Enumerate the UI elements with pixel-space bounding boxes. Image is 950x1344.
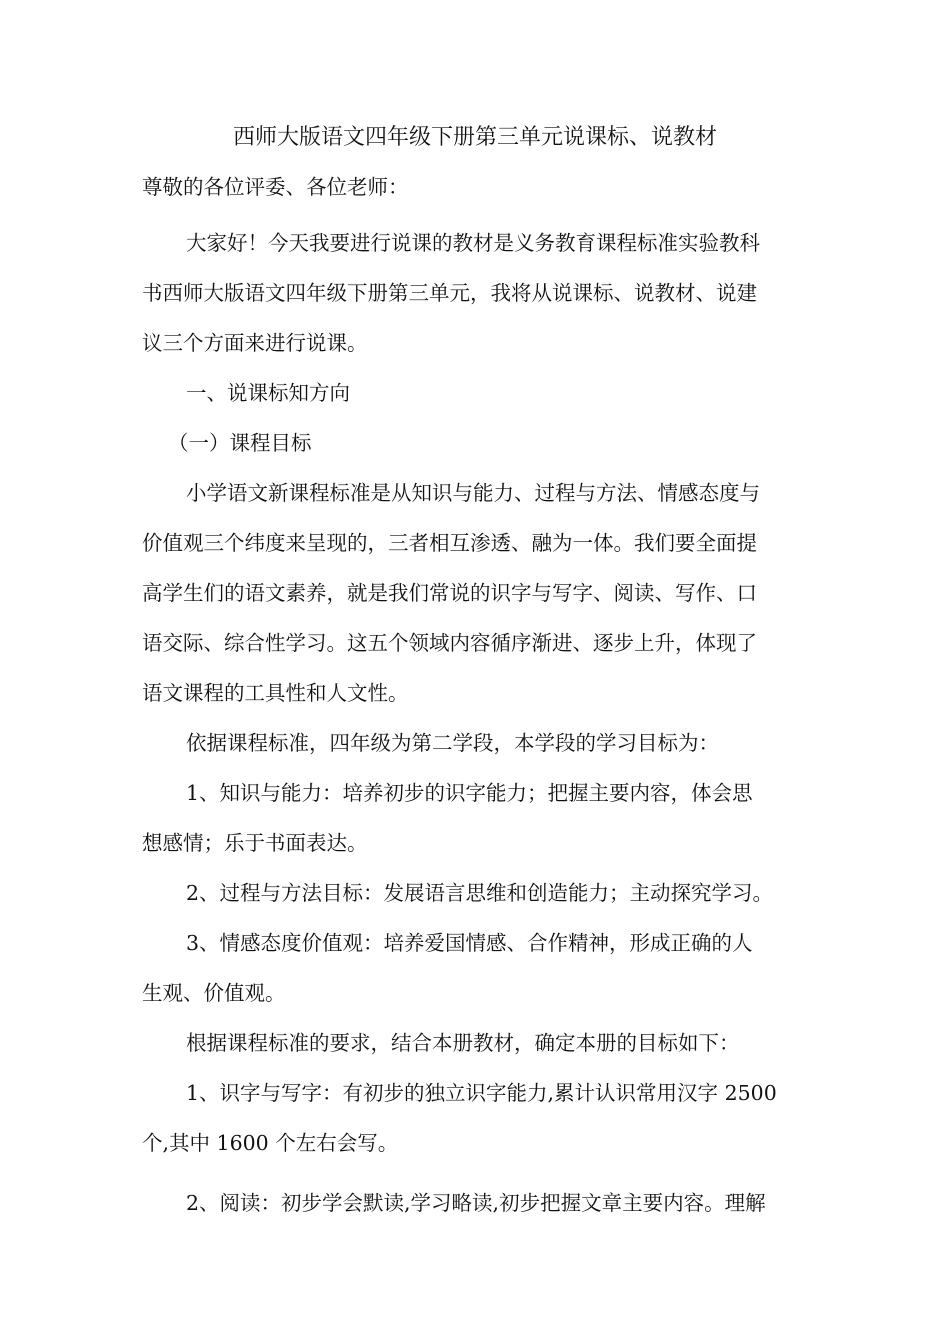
section-heading: 一、说课标知方向: [186, 381, 350, 405]
paragraph-line: 小学语文新课程标准是从知识与能力、过程与方法、情感态度与: [186, 481, 760, 505]
paragraph-line: 语交际、综合性学习。这五个领域内容循序渐进、逐步上升，体现了: [142, 631, 757, 655]
document-title: 西师大版语文四年级下册第三单元说课标、说教材: [232, 125, 717, 150]
paragraph-line: 语文课程的工具性和人文性。: [142, 681, 409, 705]
paragraph-line: 根据课程标准的要求，结合本册教材，确定本册的目标如下：: [186, 1031, 740, 1055]
paragraph-line: 高学生们的语文素养，就是我们常说的识字与写字、阅读、写作、口: [142, 581, 757, 605]
paragraph-line: 书西师大版语文四年级下册第三单元，我将从说课标、说教材、说建: [142, 281, 757, 305]
list-item: 3、情感态度价值观：培养爱国情感、合作精神，形成正确的人: [186, 931, 753, 955]
paragraph-line: 大家好！今天我要进行说课的教材是义务教育课程标准实验教科: [186, 231, 760, 255]
list-item: 2、阅读：初步学会默读,学习略读,初步把握文章主要内容。理解: [186, 1191, 766, 1215]
paragraph-line: 价值观三个纬度来呈现的，三者相互渗透、融为一体。我们要全面提: [142, 531, 757, 555]
list-item-continuation: 个,其中 1600 个左右会写。: [142, 1131, 399, 1155]
salutation: 尊敬的各位评委、各位老师：: [142, 175, 409, 199]
list-item-continuation: 生观、价值观。: [142, 981, 286, 1005]
subsection-heading: （一）课程目标: [168, 431, 312, 455]
list-item: 1、识字与写字：有初步的独立识字能力,累计认识常用汉字 2500: [186, 1081, 777, 1105]
paragraph-line: 议三个方面来进行说课。: [142, 331, 368, 355]
list-item-continuation: 想感情；乐于书面表达。: [142, 831, 368, 855]
list-item: 2、过程与方法目标：发展语言思维和创造能力；主动探究学习。: [186, 881, 774, 905]
list-item: 1、知识与能力：培养初步的识字能力；把握主要内容，体会思: [186, 781, 753, 805]
paragraph-line: 依据课程标准，四年级为第二学段，本学段的学习目标为：: [186, 731, 719, 755]
